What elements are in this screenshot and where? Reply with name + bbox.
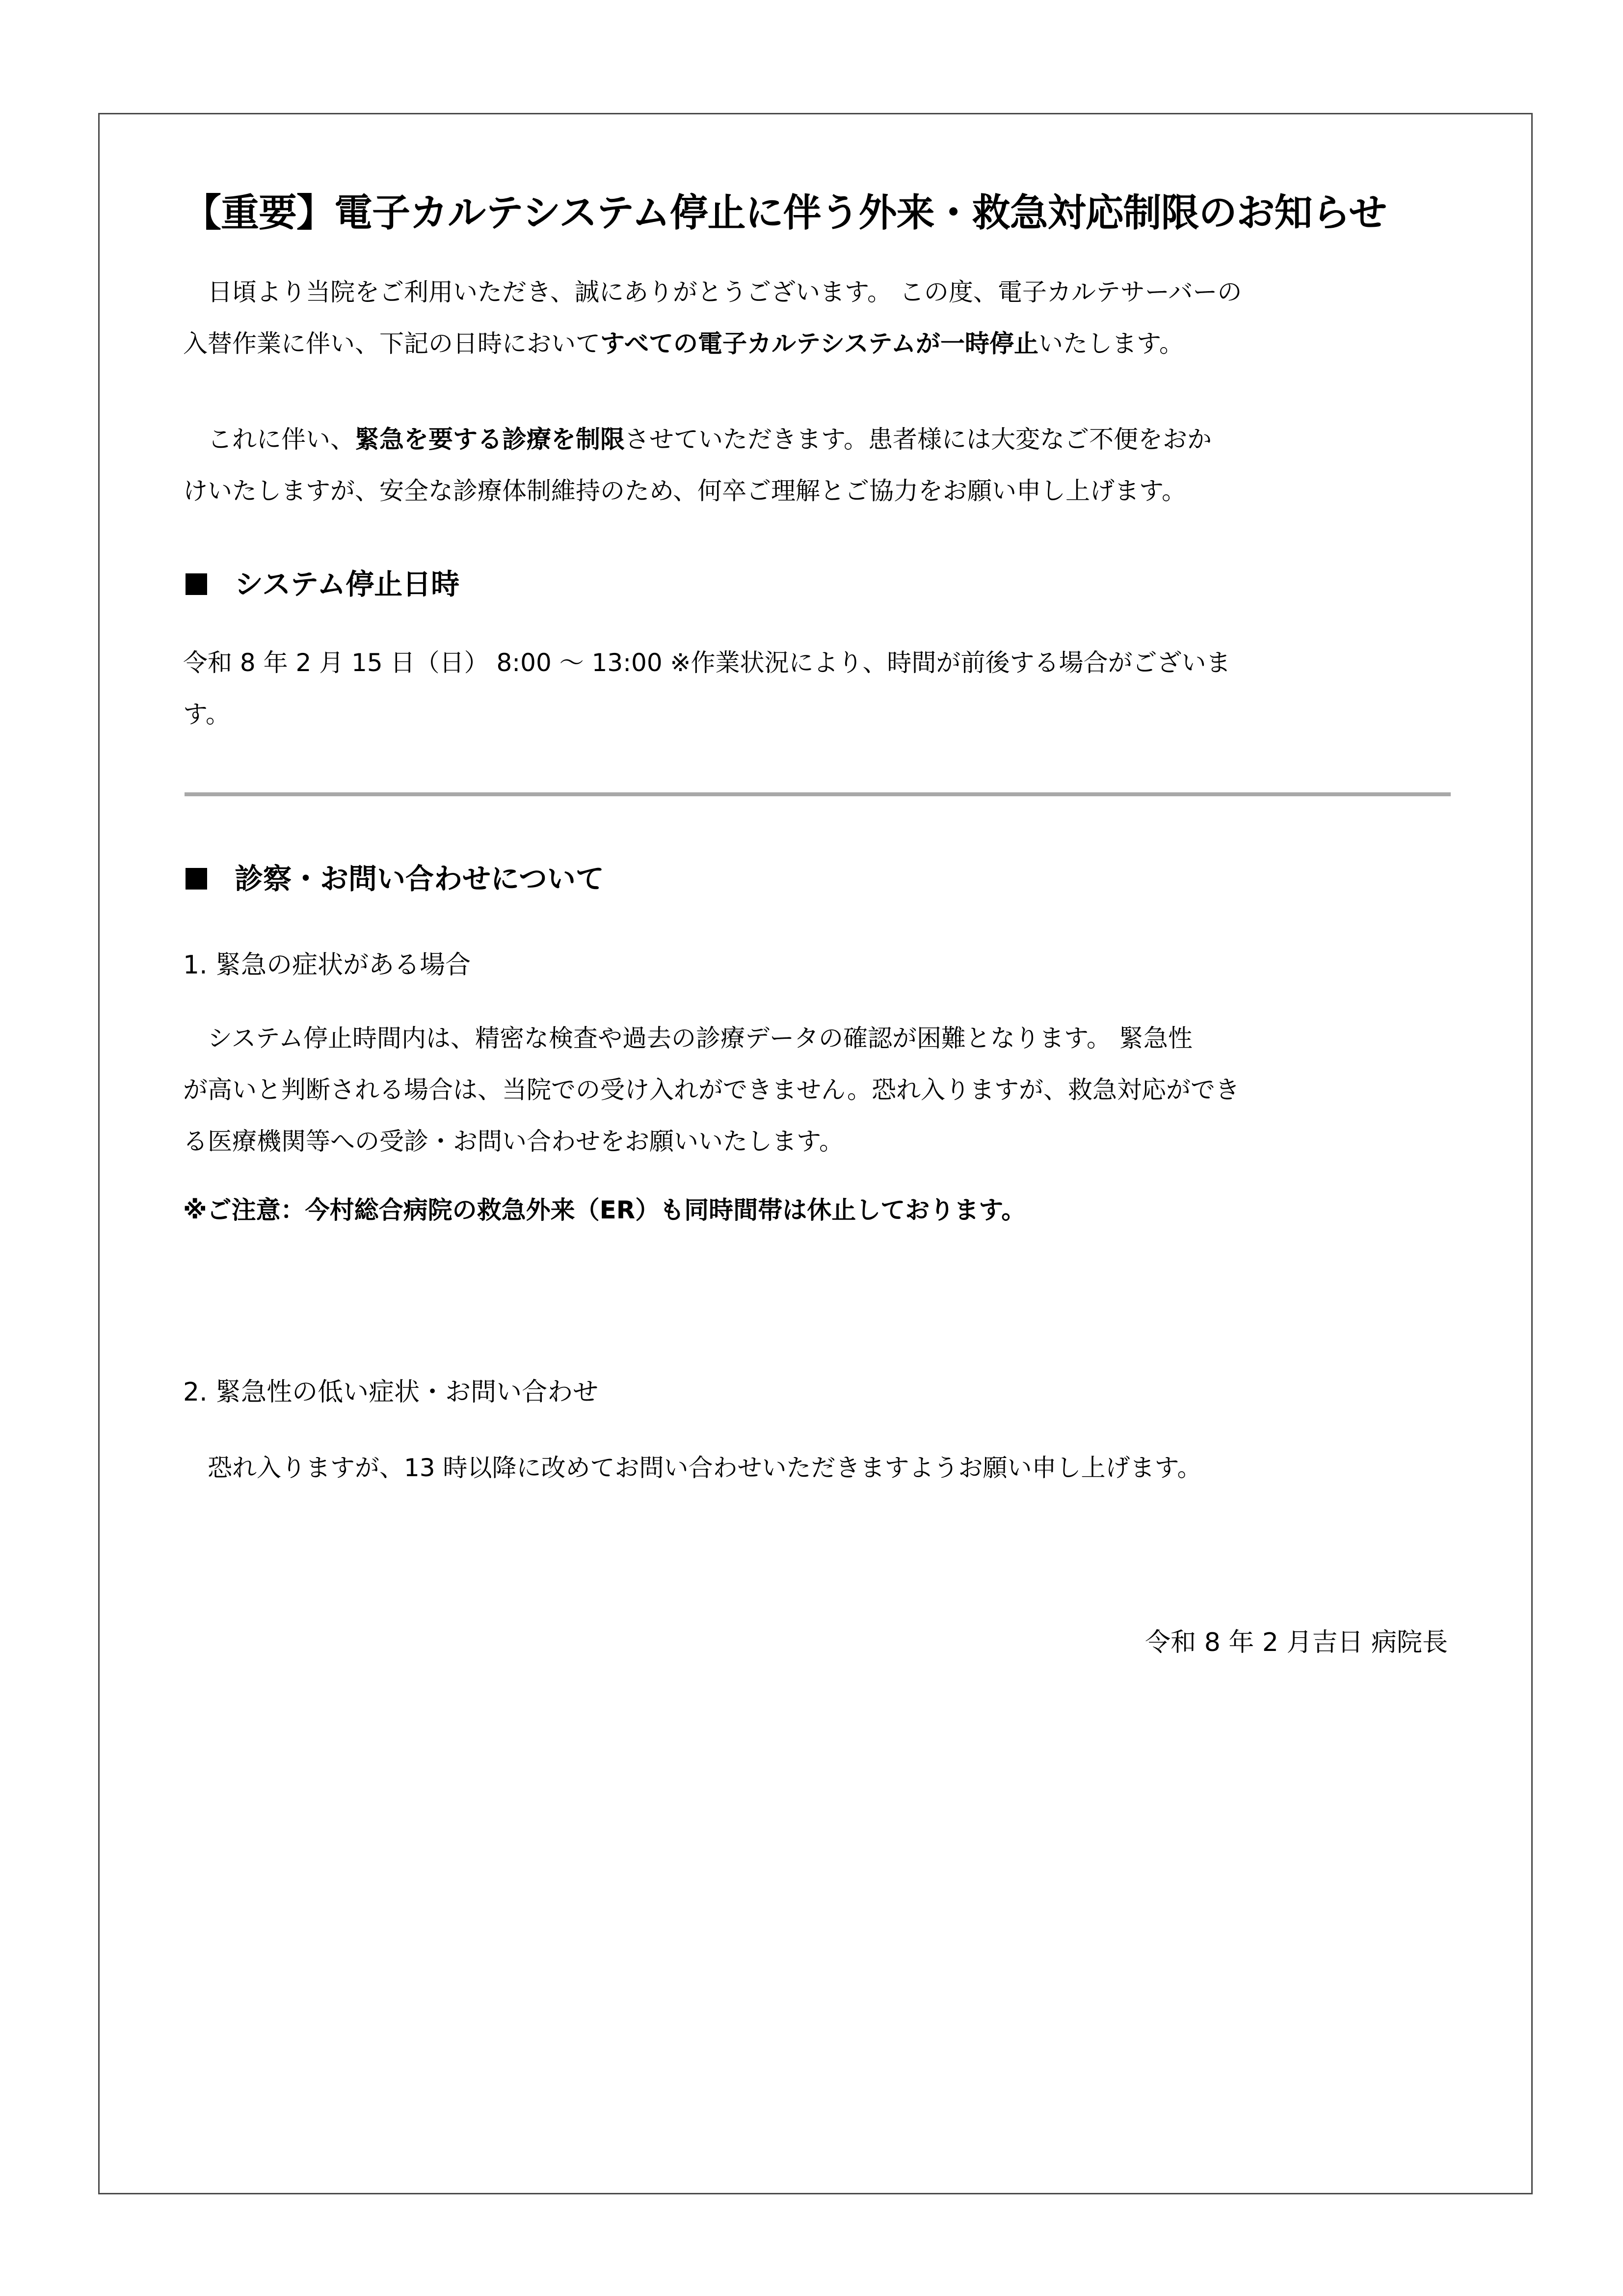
item1-paragraph bbox=[183, 1013, 1449, 1167]
signature: 令和 8 年 2 月吉日 病院長 bbox=[1145, 1628, 1448, 1657]
restriction-line-1 bbox=[183, 414, 1449, 465]
square-bullet-icon bbox=[186, 573, 207, 595]
item1-heading: 1. 緊急の症状がある場合 bbox=[183, 950, 471, 980]
item2-heading: 2. 緊急性の低い症状・お問い合わせ bbox=[183, 1378, 599, 1407]
restriction-line-2: けいたしますが、安全な診療体制維持のため、何卒ご理解とご協力をお願い申し上げます。 bbox=[183, 477, 1186, 505]
schedule-paragraph bbox=[183, 637, 1449, 740]
section-divider bbox=[185, 792, 1451, 796]
section-heading-text: システム停止日時 bbox=[235, 567, 460, 601]
item1-line-3: る医療機関等への受診・お問い合わせをお願いいたします。 bbox=[183, 1127, 844, 1156]
square-bullet-icon bbox=[186, 868, 207, 890]
caution-note: ※ご注意：今村総合病院の救急外来（ER）も同時間帯は休止しております。 bbox=[183, 1196, 1026, 1224]
schedule-line-1: 令和 8 年 2 月 15 日（日） 8:00 〜 13:00 ※作業状況により、時間が前後する場合がございま bbox=[183, 648, 1231, 677]
item1-line-2: が高いと判断される場合は、当院での受け入れができません。恐れ入りますが、救急対応ができ bbox=[183, 1076, 1240, 1104]
intro-emphasis: すべての電子カルテシステムが一時停止 bbox=[600, 329, 1038, 358]
item2-paragraph: 恐れ入りますが、13 時以降に改めてお問い合わせいただきますようお願い申し上げます。 bbox=[183, 1454, 1202, 1482]
restriction-text-end: させていただきます。患者様には大変なご不便をおか bbox=[625, 425, 1212, 454]
restriction-paragraph bbox=[183, 414, 1449, 517]
notice-frame bbox=[98, 113, 1533, 2194]
intro-paragraph bbox=[183, 267, 1449, 370]
item1-line-1: システム停止時間内は、精密な検査や過去の診療データの確認が困難となります。 緊急性 bbox=[183, 1024, 1193, 1053]
restriction-emphasis: 緊急を要する診療を制限 bbox=[355, 425, 625, 454]
intro-text-end: いたします。 bbox=[1038, 329, 1184, 358]
intro-text: 入替作業に伴い、下記の日時において bbox=[183, 329, 600, 358]
section-heading-text: 診察・お問い合わせについて bbox=[235, 862, 604, 895]
notice-title: 【重要】電子カルテシステム停止に伴う外来・救急対応制限のお知らせ bbox=[183, 191, 1387, 235]
restriction-text: これに伴い、 bbox=[183, 425, 355, 454]
schedule-line-2: す。 bbox=[183, 700, 230, 729]
section-heading-stop-schedule bbox=[186, 561, 459, 602]
intro-line-2 bbox=[183, 318, 1449, 370]
section-heading-consultation bbox=[186, 856, 604, 897]
intro-line-1: 日頃より当院をご利用いただき、誠にありがとうございます。 この度、電子カルテサーバーの bbox=[183, 278, 1242, 306]
